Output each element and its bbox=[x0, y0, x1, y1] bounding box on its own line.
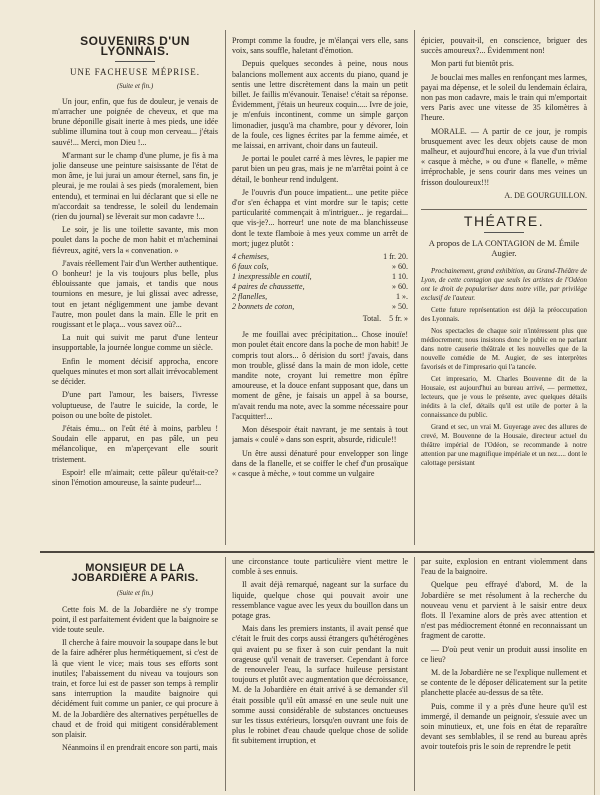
laundry-bill bbox=[232, 252, 408, 324]
article-title: MONSIEUR DE LA JOBARDIÈRE A PARIS. bbox=[71, 562, 199, 585]
bill-row bbox=[232, 282, 408, 292]
paragraph: D'une part l'amour, les baisers, l'ivresse voluptueuse, de l'autre le suicide, la corde, le poison ou une boîte de pistolet. bbox=[52, 390, 218, 420]
paragraph: Un jour, enfin, que fus de douleur, je venais de m'arracher une poignée de cheveux, et que ma brune déponille gisait inerte à mes pieds, une idée sublime illumina tout à coup mon cerveau... j'étais sauvé!... Merci, mon Dieu !... bbox=[52, 96, 218, 147]
theatre-body bbox=[421, 267, 587, 468]
paragraph: Nos spectacles de chaque soir n'intéressent plus que médiocrement; nous insistons donc le public en ne parlant dans notre causerie théâtrale et les nouvelles que de la nouvelle comédie de M. Augier, de ses interprètes favorisés et de l'impresario qui l'a tancée. bbox=[421, 326, 587, 371]
bill-amount: 1 fr. 20. bbox=[383, 252, 408, 262]
column-rule bbox=[225, 30, 226, 545]
paragraph: Cet impresario, M. Charles Bouvenne dit de la Housaie, est aujourd'hui au bureau arrivé, — permettez, lecteurs, que je vous le présente, avec quelques détails inédits à la clef, détails qu'il est utile de porter à la connaissance du public. bbox=[421, 374, 587, 419]
article-title: SOUVENIRS D'UN LYONNAIS. bbox=[80, 36, 190, 59]
paragraph: épicier, pouvait-il, en conscience, briguer des succès amoureux?... Évidemment non! bbox=[421, 36, 587, 56]
paragraph: Puis, comme il y a près d'une heure qu'il est immergé, il demande un peignoir, s'essuie avec un soin minutieux, et, une fois en état de reparaître devant ses semblables, il se rend au bureau après avoir toutefois pris le soin de reprendre le petit bbox=[421, 701, 587, 752]
column-rule bbox=[414, 30, 415, 545]
paragraph: Je l'ouvris d'un pouce impatient... une petite pièce d'or s'en échappa et vint mordre sur le tapis; cette particularité commençait à m'intriguer... je regardai... que vis-je?... horreur! une note de ma blanchisseuse dont le texte flamboie à mes yeux comme un arrêt de mort; jugez plutôt : bbox=[232, 187, 408, 248]
bill-item: 1 inexpressible en coutil, bbox=[232, 272, 312, 282]
paragraph: Mon parti fut bientôt pris. bbox=[431, 59, 514, 69]
section-title-theatre: THÉATRE. bbox=[463, 213, 545, 230]
bill-amount: 1 10. bbox=[392, 272, 408, 282]
paragraph: Néanmoins il en prendrait encore son parti, mais bbox=[62, 743, 218, 753]
bill-row bbox=[232, 272, 408, 282]
signature: A. DE GOURGUILLON. bbox=[504, 190, 587, 200]
paragraph: Un être aussi dénaturé pour envelopper son linge dans de la flanelle, et se coiffer le chef d'un prosaïque « casque à mèche, » tout comme un vulgaire bbox=[232, 448, 408, 478]
bill-item: 6 faux cols, bbox=[232, 262, 269, 272]
bill-amount: 1 ». bbox=[396, 292, 408, 302]
column-right bbox=[421, 36, 587, 546]
bill-row bbox=[232, 302, 408, 312]
bill-row bbox=[232, 262, 408, 272]
bill-item: 4 paires de chaussette, bbox=[232, 282, 305, 292]
column-rule bbox=[414, 557, 415, 791]
paragraph: Grand et sec, un vrai M. Guyerage avec des allures de crevé, M. Bouvenne de la Housaie, directeur actuel du théâtre impérial de l'Odéon, se recommande à notre attention par une magnifique impériale et un nez..... dont le calottage persistant bbox=[421, 422, 587, 467]
page-edge bbox=[594, 0, 595, 795]
paragraph: Enfin le moment décisif approcha, encore quelques minutes et mon sort allait irrévocablement se décider. bbox=[52, 356, 218, 387]
paragraph: — D'où peut venir un produit aussi insolite en ce lieu? bbox=[421, 644, 587, 664]
bill-item: 2 flanelles, bbox=[232, 292, 268, 302]
theatre-subtitle: A propos de LA CONTAGION de M. Émile Augier. bbox=[428, 238, 580, 259]
divider bbox=[115, 61, 155, 62]
paragraph: Cette fois M. de la Jobardière ne s'y trompe point, il est parfaitement évident que la baignoire se vide toute seule. bbox=[52, 604, 218, 635]
section-divider bbox=[421, 209, 587, 210]
paragraph: Je portai le poulet carré à mes lèvres, le papier me parut bien un peu gras, mais je ne m'arrêtai point à ce détail, le bonheur rend indulgent. bbox=[232, 154, 408, 184]
paragraph: Je me fouillai avec précipitation... Chose inouïe! mon poulet était encore dans la poche de mon habit! Je compris tout alors... ô dérision du sort! j'avais, dans mon trouble, glissé dans la main de mon idole, cette mandite note, croyant lui remettre mon épître amoureuse, et la douce enfant supposant que, dans un moment de gêne, je faisais un appel à sa bourse, m'avait rendu ma note, avec la somme nécessaire pour l'acquitter!... bbox=[232, 330, 408, 421]
paragraph: Prochainement, grand exhibition, au Grand-Théâtre de Lyon, de cette contagion que seuls les artistes de l'Odéon ont le droit de populariser dans notre ville, par privilège exclusif de l'auteur. bbox=[421, 266, 587, 302]
bill-row bbox=[232, 292, 408, 302]
paragraph: Quelque peu effrayé d'abord, M. de la Jobardière se met résolument à la recherche du nouveau venu et parvient à le saisir entre deux flots. Il l'examine alors de près avec attention et n'est pas médiocrement étonné en reconnaissant un fragment de carotte. bbox=[421, 580, 587, 641]
paragraph: M'armant sur le champ d'une plume, je fis à ma jolie danseuse une peinture saisissante de l'état de mon âme, je lui jurai un amour éternel, sans fin, je pleurai, je me roulai à ses pieds (moralement, bien entendu), et terminai en lui déclarant que si elle ne m'accordait sa tendresse, le soleil du lendemain (rien du journal) se lèverait sur mon cadavre !... bbox=[52, 150, 218, 222]
paragraph: Je bouclai mes malles en renfonçant mes larmes, payai ma dépense, et le soleil du lendemain éclaira, non pas mon cadavre, mais le train qui m'emportait vers Paris avec une vitesse de 35 kilomètres à l'heure. bbox=[421, 72, 587, 123]
suite-label: (Suite et fin.) bbox=[116, 589, 154, 598]
column-continuation bbox=[232, 36, 408, 546]
paragraph: Mon désespoir était navrant, je me sentais à tout jamais « coulé » dans son esprit, absurde, ridicule!! bbox=[232, 425, 408, 445]
paragraph: Mais dans les premiers instants, il avait pensé que c'était le fruit des corps aussi étrangers qu'hétérogènes qui avaient pu se fixer à son cuir pendant la nuit orageuse qu'il venait de traverser. Cependant à force de renouveler l'eau, la surface huileuse persistant toujours et plutôt avec augmentation que décroissance, M. de la Jobardière en était arrivé à se demander s'il était possible qu'il eût amassé en une seule nuit une somme aussi considérable de substances onctueuses sur les tissus extérieurs, lorsqu'en ouvrant une fois de plus le robinet d'eau chaude quelque chose de solide fit subitement irruption, et bbox=[232, 624, 408, 746]
paragraph: une circonstance toute particulière vient mettre le comble à ses ennuis. bbox=[232, 557, 408, 577]
column-jobardiere-2 bbox=[232, 557, 408, 791]
paragraph: Depuis quelques secondes à peine, nous nous balancions mollement aux accents du piano, quand je sentis une lettre discrètement dans la main un petit billet. Je faillis m'évanouir. Tenaise! c'était sa réponse. Évidemment, j'étais un heureux coquin..... Ivre de joie, je m'enfuis incontinent, comme un simple garçon limonadier, jusqu'à ma chambre, pour y dévorer, loin de la foule, ces lignes écrites par la femme aimée, et me laissai, en arrivant, choir dans un fauteuil. bbox=[232, 59, 408, 151]
total-value: 5 fr. » bbox=[389, 314, 408, 324]
paragraph: Le soir, je lis une toilette savante, mis mon poulet dans la poche de mon habit et m'acheminai fiévreux, agité, vers la « convenation. » bbox=[52, 225, 218, 255]
bill-amount: » 60. bbox=[392, 282, 408, 292]
paragraph: M. de la Jobardière ne se l'explique nullement et se contente de le déposer délicatement sur la petite planchette placée au-dessus de sa tête. bbox=[421, 668, 587, 698]
article-subtitle: UNE FACHEUSE MÉPRISE. bbox=[69, 67, 201, 78]
paragraph: J'étais ému... on l'eût été à moins, parbleu ! Soudain elle apparut, en pas pâle, un peu mélancolique, en m'aperçevant elle sourit tristement. bbox=[52, 423, 218, 464]
paragraph: Cette future représentation est déjà la préoccupation des Lyonnais. bbox=[421, 305, 587, 323]
suite-label: (Suite et fin.) bbox=[116, 81, 154, 90]
paragraph: J'avais réellement l'air d'un Werther authentique. O bonheur! je la vis toujours plus belle, plus éblouissante que jamais, et tandis que nous tournions en mesure, je lui glissai avec adresse, tout en jetant négligemment une jambe devant l'autre, mon poulet dans la main. Elle le prit en rougissant et le plaça... vous savez où?... bbox=[52, 258, 218, 330]
column-jobardiere bbox=[52, 557, 218, 791]
bill-total bbox=[232, 314, 408, 324]
bill-amount: » 60. bbox=[392, 262, 408, 272]
paragraph: La nuit qui suivit me parut d'une lenteur insupportable, la journée longue comme un siècle. bbox=[52, 333, 218, 353]
bill-item: 4 chemises, bbox=[232, 252, 269, 262]
paragraph: MORALE. — A partir de ce jour, je rompis brusquement avec les deux objets cause de mon malheur, et aujourd'hui encore, à la vue d'un trivial « casque à mèche, » ou d'une « flanelle, » même irréprochable, je sens courir dans mes veines un frisson douloureux!!! bbox=[421, 126, 587, 187]
paragraph: Il avait déjà remarqué, nageant sur la surface du liquide, quelque chose qui pouvait avoir une ressemblance vague avec les yeux du bouillon dans un potage gras. bbox=[232, 580, 408, 621]
column-jobardiere-3 bbox=[421, 557, 587, 791]
divider bbox=[484, 232, 524, 233]
column-rule bbox=[225, 557, 226, 791]
bill-item: 2 bonnets de coton, bbox=[232, 302, 295, 312]
paragraph: Prompt comme la foudre, je m'élançai vers elle, sans voix, sans souffle, haletant d'émotion. bbox=[232, 36, 408, 56]
paragraph: Il cherche à faire mouvoir la soupape dans le but de la faire adhérer plus hermétiquement, si c'est de là que vient le vice; mais tous ses efforts sont inutiles; l'abaissement du niveau va toujours son train, et force lui est de passer son temps à remplir sans interruption la maudite baignoire qui décidément fuit comme un panier, ce qui procure à M. de la Jobardière des alternatives perpétuelles de chaud et de froid qui mitigent considérablement son plaisir. bbox=[52, 638, 218, 740]
paragraph: par suite, explosion en entrant violemment dans l'eau de la baignoire. bbox=[421, 557, 587, 577]
page-separator bbox=[40, 551, 595, 553]
total-label: Total. bbox=[362, 314, 382, 324]
bill-amount: » 50. bbox=[392, 302, 408, 312]
column-souvenirs bbox=[52, 36, 218, 546]
paragraph: Espoir! elle m'aimait; cette pâleur qu'était-ce? sinon l'émotion amoureuse, la sainte pudeur!... bbox=[52, 467, 218, 487]
bill-row bbox=[232, 252, 408, 262]
